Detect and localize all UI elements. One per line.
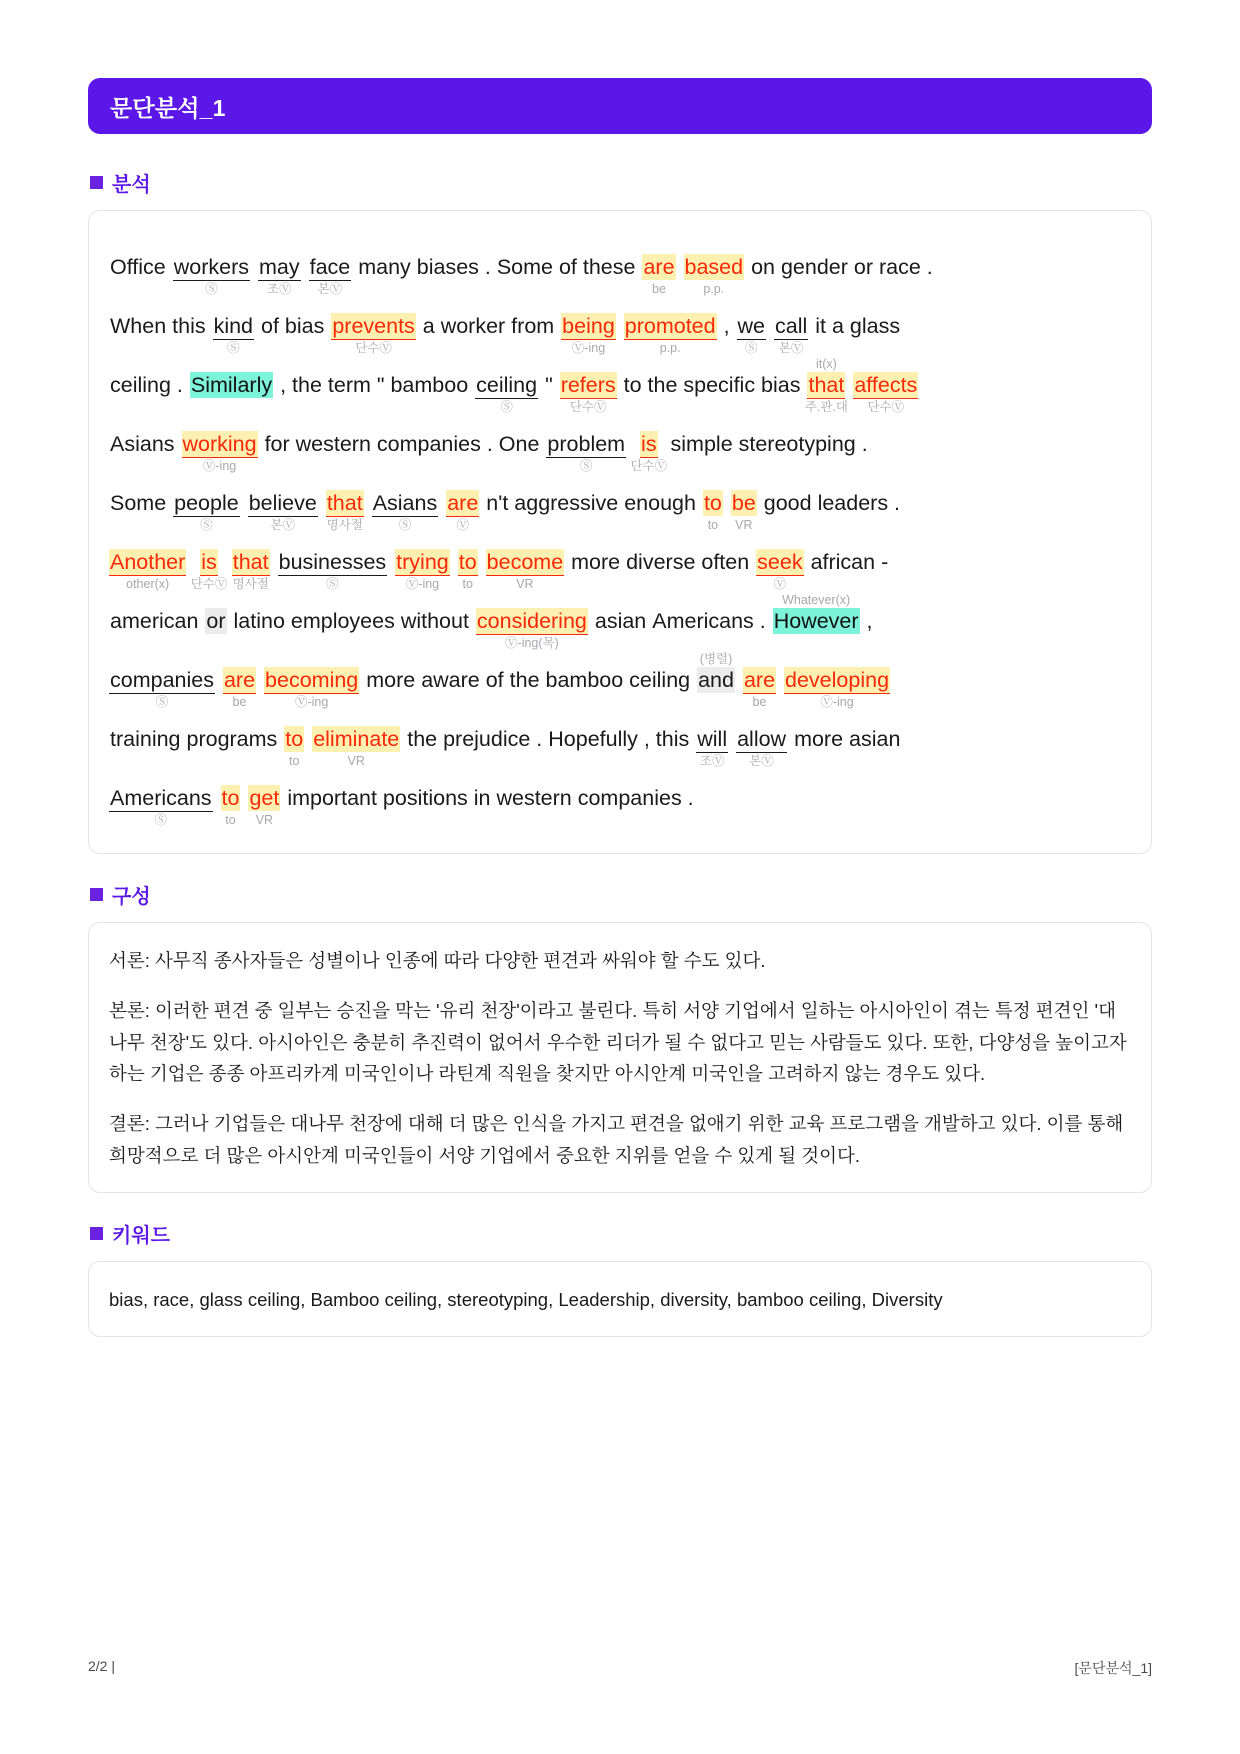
plain-text — [186, 552, 200, 574]
token-annotation-below: Ⓢ — [227, 340, 240, 355]
token-text: african - — [804, 550, 889, 574]
token-annotation-below: VR — [255, 812, 274, 827]
token-text: Asians — [110, 432, 181, 456]
annotated-token — [684, 255, 745, 296]
token-annotation-below: 단수Ⓥ — [190, 576, 228, 591]
plain-text — [804, 552, 890, 574]
token-text: may — [259, 255, 300, 279]
token-text: on gender or race . — [745, 255, 933, 279]
annotated-token — [395, 550, 450, 591]
analysis-line — [109, 651, 1131, 713]
token-text: american — [110, 609, 205, 633]
footer-page-number: 2/2 | — [88, 1658, 115, 1674]
plain-text — [478, 552, 486, 574]
token-text: believe — [248, 491, 317, 515]
token-text: and — [698, 668, 734, 692]
token-annotation-below: 명사절 — [232, 576, 269, 591]
section-label-keyword: 키워드 — [112, 1224, 170, 1247]
token-text — [364, 490, 372, 516]
footer-document-tag: [문단분석_1] — [1074, 1660, 1152, 1676]
annotated-token — [784, 668, 890, 709]
token-text — [626, 431, 640, 457]
token-text: to — [703, 491, 722, 515]
token-text — [723, 490, 731, 516]
token-annotation-below: VR — [516, 576, 534, 591]
token-annotation-below: Ⓢ — [200, 517, 213, 532]
section-heading-composition — [90, 880, 1152, 909]
annotated-token — [326, 491, 364, 532]
token-text — [270, 549, 278, 575]
token-annotation-below: Ⓥ-ing — [820, 694, 854, 709]
plain-text — [387, 552, 395, 574]
analysis-line — [109, 356, 1131, 418]
annotated-token — [182, 432, 258, 473]
annotated-token — [624, 314, 717, 355]
token-annotation-below: Ⓥ-ing — [405, 576, 440, 591]
token-annotation-below: Ⓢ — [579, 458, 593, 473]
section-label-analysis: 분석 — [112, 174, 151, 196]
token-text: kind — [213, 314, 254, 338]
annotated-token — [458, 550, 478, 591]
annotated-token — [372, 491, 439, 532]
plain-text — [787, 729, 901, 751]
annotated-token — [173, 491, 240, 532]
token-text: for western companies . One — [258, 432, 546, 456]
annotated-token — [731, 491, 757, 532]
token-annotation-below: 명사절 — [326, 517, 363, 532]
token-annotation-below: 단수Ⓥ — [569, 399, 607, 414]
token-text: becoming — [265, 668, 359, 692]
token-text — [301, 254, 309, 280]
plain-text — [588, 611, 773, 633]
analysis-line — [109, 536, 1131, 595]
token-annotation-below: VR — [347, 753, 365, 768]
token-text: is — [641, 432, 657, 456]
plain-text — [860, 611, 874, 633]
plain-text — [617, 375, 808, 397]
token-annotation-below: Ⓢ — [398, 517, 412, 532]
annotated-token — [774, 314, 808, 355]
token-text: of bias — [255, 314, 331, 338]
token-text: Asians — [372, 491, 438, 515]
plain-text — [717, 316, 737, 338]
annotated-token — [248, 786, 280, 827]
token-annotation-below: 본Ⓥ — [778, 340, 804, 355]
token-text: are — [223, 668, 256, 692]
plain-text — [359, 670, 697, 692]
token-annotation-below: 주.관.대 — [804, 399, 849, 414]
square-bullet-icon — [90, 1227, 103, 1240]
square-bullet-icon — [90, 176, 103, 189]
plain-text — [254, 316, 331, 338]
plain-text — [280, 788, 694, 810]
token-text: promoted — [624, 314, 716, 338]
annotated-token — [853, 373, 918, 414]
annotated-token — [696, 727, 728, 768]
token-text: that — [326, 491, 363, 515]
plain-text — [213, 788, 221, 810]
token-text: Another — [110, 550, 186, 574]
analysis-line — [109, 772, 1131, 831]
composition-paragraph-conclusion: 결론: 그러나 기업들은 대나무 천장에 대해 더 많은 인식을 가지고 편견을 없애기 위한 교육 프로그램을 개발하고 있다. 이를 통해 희망적으로 더 많은 아시안계 미국인들이 서양 기업에서 중요한 지위를 얻을 수 있게 될 것이다. — [109, 1113, 1124, 1167]
plain-text — [351, 257, 642, 279]
analysis-line — [109, 241, 1131, 300]
token-text: ceiling . — [110, 373, 189, 397]
token-text: However — [773, 609, 859, 633]
token-annotation-below: Ⓥ-ing — [202, 458, 237, 473]
plain-text — [766, 316, 774, 338]
annotated-token — [773, 592, 860, 633]
analysis-line — [109, 477, 1131, 536]
token-text: that — [808, 373, 845, 397]
token-text: asian Americans . — [588, 609, 772, 633]
token-annotation-below: VR — [735, 517, 753, 532]
composition-card — [88, 922, 1152, 1193]
annotated-token — [223, 668, 256, 709]
token-annotation-below: Ⓥ-ing — [294, 694, 329, 709]
plain-text — [416, 316, 561, 338]
annotated-token — [630, 432, 668, 473]
annotated-token — [475, 373, 538, 414]
annotated-token — [284, 727, 304, 768]
token-text: to — [458, 550, 477, 574]
annotated-token — [232, 550, 270, 591]
token-text: " — [539, 373, 559, 397]
token-text — [240, 490, 248, 516]
token-annotation-below: 단수Ⓥ — [355, 340, 392, 355]
keyword-list: bias, race, glass ceiling, Bamboo ceiling, stereotyping, Leadership, diversity, bamboo ceiling, Diversity — [109, 1288, 943, 1310]
annotated-token — [703, 491, 723, 532]
plain-text — [776, 670, 784, 692]
token-text: more asian — [788, 727, 901, 751]
plain-text — [450, 552, 458, 574]
plain-text — [479, 493, 703, 515]
annotated-token — [264, 668, 359, 709]
plain-text — [728, 729, 736, 751]
token-annotation-below: p.p. — [703, 281, 725, 296]
annotated-token — [109, 668, 215, 709]
annotated-token — [173, 255, 250, 296]
annotated-token — [642, 255, 675, 296]
token-text — [766, 313, 774, 339]
token-annotation-below: 단수Ⓥ — [630, 458, 668, 473]
token-text: companies — [110, 668, 214, 692]
plain-text — [109, 729, 284, 751]
token-text: Office — [110, 255, 172, 279]
plain-text — [808, 316, 901, 338]
plain-text — [538, 375, 560, 397]
token-text — [215, 667, 223, 693]
token-annotation-below: 본Ⓥ — [270, 517, 296, 532]
token-text: problem — [547, 432, 626, 456]
token-text: trying — [396, 550, 449, 574]
token-text: is — [201, 550, 217, 574]
token-text: people — [174, 491, 239, 515]
token-text: prevents — [332, 314, 415, 338]
plain-text — [273, 375, 475, 397]
plain-text — [109, 316, 213, 338]
plain-text — [658, 434, 869, 456]
token-text: we — [737, 314, 766, 338]
plain-text — [301, 257, 309, 279]
annotated-token — [248, 491, 318, 532]
plain-text — [258, 434, 547, 456]
analysis-body — [109, 233, 1131, 833]
token-text: n't aggressive enough — [480, 491, 702, 515]
token-text — [387, 549, 395, 575]
annotated-token — [756, 550, 803, 591]
token-text — [318, 490, 326, 516]
token-annotation-below: to — [289, 753, 300, 768]
annotated-token — [258, 255, 301, 296]
annotated-token — [737, 314, 766, 355]
plain-text — [744, 257, 934, 279]
annotated-token — [561, 314, 616, 355]
page-title: 문단분석_1 — [110, 94, 226, 121]
token-text — [616, 313, 624, 339]
token-text — [250, 254, 258, 280]
token-text: Some — [110, 491, 173, 515]
token-text: businesses — [278, 550, 387, 574]
token-text: workers — [173, 255, 250, 279]
plain-text — [109, 375, 190, 397]
plain-text — [109, 257, 173, 279]
token-text: simple stereotyping . — [658, 432, 868, 456]
token-annotation-below: Ⓥ — [773, 576, 787, 591]
token-text: call — [775, 314, 808, 338]
token-annotation-below: other(x) — [126, 576, 170, 591]
plain-text — [270, 552, 278, 574]
token-text — [304, 726, 312, 752]
token-annotation-below: Ⓥ-ing — [571, 340, 606, 355]
token-annotation-below: to — [462, 576, 473, 591]
token-text: eliminate — [313, 727, 400, 751]
token-text: ceiling — [476, 373, 538, 397]
token-annotation-below: be — [652, 281, 666, 296]
token-text — [478, 549, 486, 575]
token-annotation-below: 조Ⓥ — [699, 753, 725, 768]
token-text — [186, 549, 200, 575]
plain-text — [215, 670, 223, 692]
plain-text — [616, 316, 624, 338]
token-text — [735, 667, 743, 693]
annotated-token — [331, 314, 415, 355]
token-annotation-below: be — [752, 694, 767, 709]
token-text: important positions in western companies . — [281, 786, 694, 810]
token-annotation-below: be — [232, 694, 247, 709]
token-text: to — [285, 727, 304, 751]
plain-text — [109, 611, 205, 633]
plain-text — [256, 670, 264, 692]
annotated-token — [205, 611, 226, 633]
plain-text — [250, 257, 258, 279]
token-annotation-below: Ⓥ — [456, 517, 470, 532]
token-annotation-above: Whatever(x) — [782, 592, 851, 607]
annotated-token — [109, 786, 213, 827]
token-text: are — [447, 491, 479, 515]
token-annotation-below: Ⓢ — [500, 399, 513, 414]
token-text: more diverse often — [565, 550, 756, 574]
token-text: good leaders . — [757, 491, 901, 515]
plain-text — [735, 670, 743, 692]
token-text: considering — [476, 609, 587, 633]
token-annotation-below: p.p. — [659, 340, 681, 355]
annotated-token — [213, 314, 254, 355]
section-heading-keyword — [90, 1219, 1152, 1248]
token-text: When this — [110, 314, 212, 338]
token-annotation-below: Ⓥ-ing(목) — [505, 635, 559, 650]
token-annotation-below: Ⓢ — [154, 812, 168, 827]
keyword-card — [88, 1261, 1152, 1337]
token-text — [728, 726, 736, 752]
token-text: allow — [737, 727, 787, 751]
token-text: will — [697, 727, 728, 751]
page-footer — [88, 1658, 1152, 1678]
plain-text — [109, 434, 182, 456]
composition-paragraph-body: 본론: 이러한 편견 중 일부는 승진을 막는 '유리 천장'이라고 불린다. 특히 서양 기업에서 일하는 아시아인이 겪는 특정 편견인 '대나무 천장'도 있다. 아시아인은 충분히 추진력이 없어서 우수한 리더가 될 수 없다고 믿는 사람들도 있다. 또한, 다양성을 높이고자 하는 기업은 종종 아프리카계 미국인이나 라틴계 직원을 찾지만 아시안계 미국인을 고려하지 않는 경우도 있다. — [109, 999, 1127, 1085]
token-text: that — [232, 550, 269, 574]
token-text: are — [743, 668, 776, 692]
token-text — [213, 785, 221, 811]
analysis-line — [109, 418, 1131, 477]
token-text: latino employees without — [227, 609, 475, 633]
token-text: it a glass — [809, 314, 901, 338]
token-text: the prejudice . Hopefully , this — [401, 727, 696, 751]
token-text: refers — [560, 373, 616, 397]
token-annotation-below: Ⓢ — [326, 576, 339, 591]
section-label-composition: 구성 — [112, 886, 151, 908]
token-text: more aware of the bamboo ceiling — [360, 668, 697, 692]
analysis-line — [109, 592, 1131, 654]
plain-text — [227, 611, 476, 633]
annotated-token — [486, 550, 565, 591]
plain-text — [218, 552, 232, 574]
token-text: get — [249, 786, 280, 810]
annotated-token — [476, 609, 588, 650]
token-text: working — [182, 432, 257, 456]
token-text: being — [562, 314, 615, 338]
token-text: , — [717, 314, 736, 338]
token-text: Similarly — [190, 373, 273, 397]
token-annotation-below: 조Ⓥ — [267, 281, 292, 296]
annotated-token — [312, 727, 400, 768]
plain-text — [564, 552, 756, 574]
composition-paragraph-intro: 서론: 사무직 종사자들은 성별이나 인종에 따라 다양한 편견과 싸워야 할 수도 있다. — [109, 950, 766, 971]
annotated-token — [278, 550, 388, 591]
token-text: based — [684, 255, 744, 279]
annotated-token — [736, 727, 787, 768]
plain-text — [304, 729, 312, 751]
token-text: to — [221, 786, 240, 810]
token-annotation-below: Ⓢ — [205, 281, 218, 296]
token-text: become — [486, 550, 564, 574]
token-text: affects — [854, 373, 918, 397]
token-text — [776, 667, 784, 693]
annotated-token — [190, 550, 228, 591]
analysis-line — [109, 713, 1131, 772]
plain-text — [626, 434, 640, 456]
token-text: training programs — [110, 727, 284, 751]
token-text: are — [643, 255, 675, 279]
annotated-token — [109, 550, 186, 591]
token-text: be — [731, 491, 756, 515]
plain-text — [723, 493, 731, 515]
annotated-token — [190, 375, 273, 397]
token-text — [218, 549, 232, 575]
token-annotation-below: to — [225, 812, 236, 827]
token-text — [256, 667, 264, 693]
token-text — [676, 254, 684, 280]
annotated-token — [546, 432, 626, 473]
analysis-card — [88, 210, 1152, 854]
token-text: Americans — [110, 786, 212, 810]
plain-text — [364, 493, 372, 515]
document-title-bar — [88, 78, 1152, 134]
token-text: , the term " bamboo — [274, 373, 475, 397]
token-text: to the specific bias — [617, 373, 807, 397]
token-annotation-below: Ⓢ — [745, 340, 758, 355]
token-annotation-above: it(x) — [816, 356, 837, 371]
token-text: a worker from — [416, 314, 561, 338]
plain-text — [240, 493, 248, 515]
annotated-token — [697, 651, 735, 692]
plain-text — [757, 493, 901, 515]
token-text: or — [206, 609, 226, 633]
token-text: many biases . Some of these — [352, 255, 642, 279]
token-annotation-below: 본Ⓥ — [749, 753, 774, 768]
token-text: face — [309, 255, 351, 279]
plain-text — [318, 493, 326, 515]
plain-text — [676, 257, 684, 279]
square-bullet-icon — [90, 888, 103, 901]
annotated-token — [804, 356, 849, 414]
annotated-token — [446, 491, 479, 532]
token-text: seek — [757, 550, 803, 574]
analysis-line — [109, 300, 1131, 359]
token-text: , — [860, 609, 873, 633]
token-annotation-below: 본Ⓥ — [317, 281, 343, 296]
token-annotation-below: Ⓢ — [155, 694, 169, 709]
plain-text — [400, 729, 696, 751]
token-text — [450, 549, 458, 575]
annotated-token — [221, 786, 241, 827]
token-annotation-below: to — [707, 517, 719, 532]
token-text: developing — [785, 668, 890, 692]
plain-text — [109, 493, 173, 515]
token-annotation-above: (병렬) — [699, 651, 733, 666]
token-annotation-below: 단수Ⓥ — [867, 399, 905, 414]
section-heading-analysis — [90, 168, 1152, 197]
annotated-token — [309, 255, 352, 296]
annotated-token — [743, 668, 776, 709]
annotated-token — [560, 373, 617, 414]
